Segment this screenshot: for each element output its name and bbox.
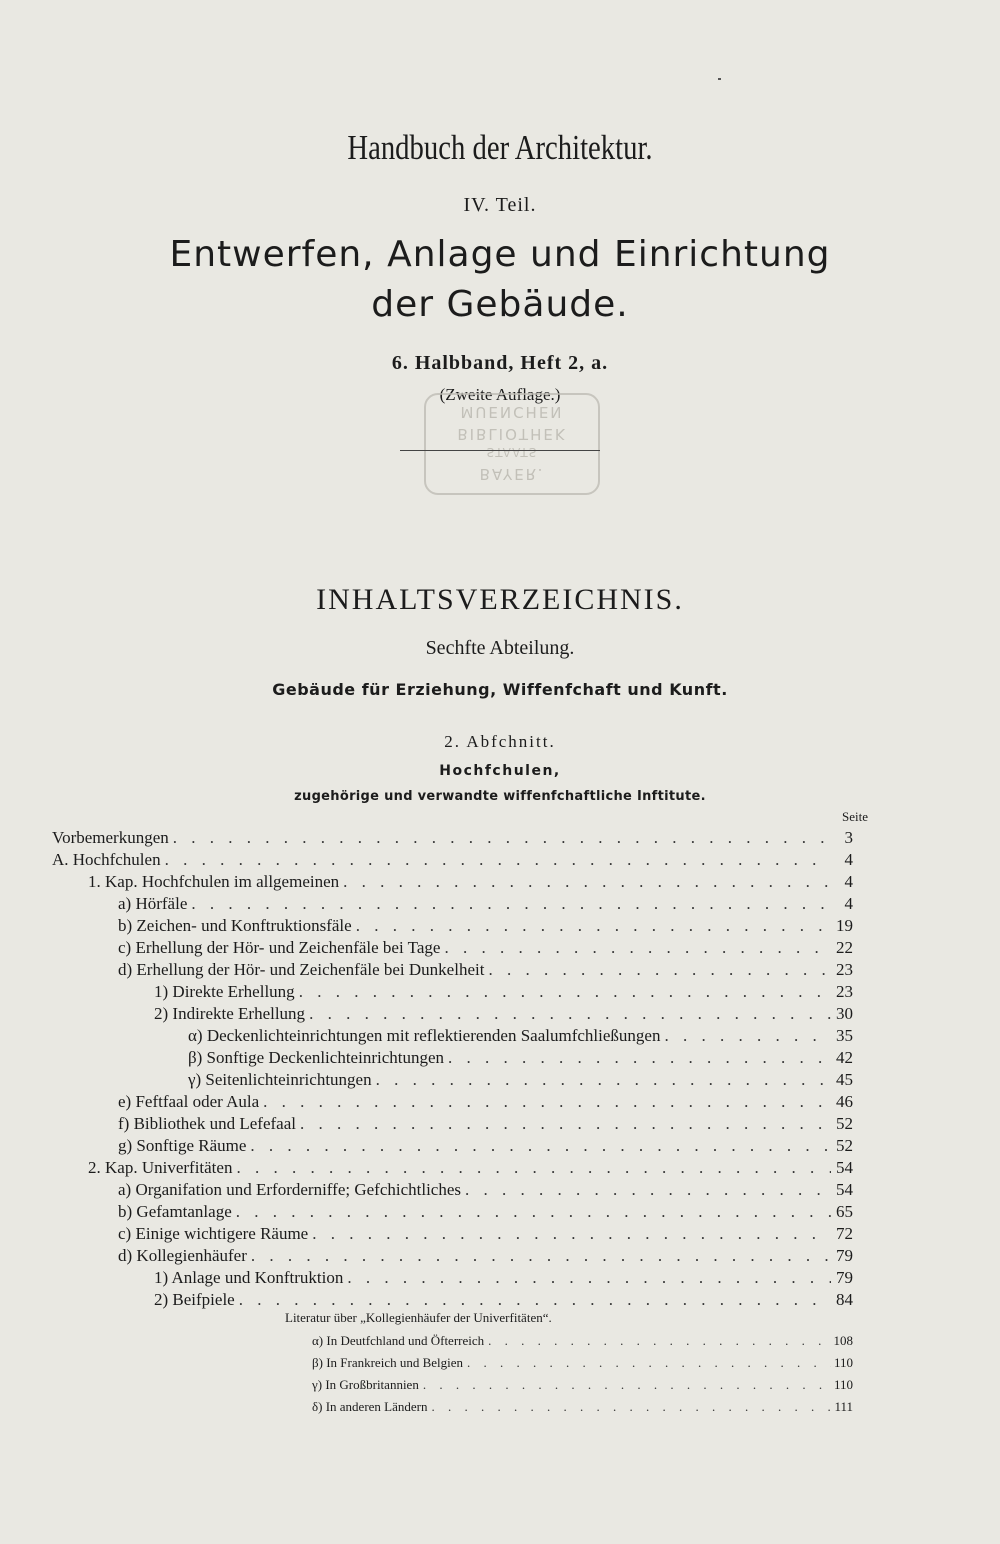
- toc-leader-dots: [440, 938, 831, 958]
- toc-entry-label: β) Sonftige Deckenlichteinrichtungen: [188, 1048, 445, 1067]
- toc-entry: [118, 1136, 853, 1158]
- toc-entry-page: 52: [836, 1136, 853, 1155]
- toc-leader-dots: [343, 1268, 831, 1288]
- toc-entry-page: 52: [836, 1114, 853, 1133]
- toc-entry: [118, 960, 853, 982]
- part-number: IV. Teil.: [463, 194, 537, 216]
- literature-entry-label: α) In Deutfchland und Öfterreich: [312, 1333, 485, 1348]
- toc-leader-dots: [339, 872, 831, 892]
- toc-entry-page: 22: [836, 938, 853, 957]
- toc-entry: [88, 872, 853, 894]
- contents-heading: INHALTSVERZEICHNIS.: [316, 583, 684, 616]
- literature-entry-label: γ) In Großbritannien: [312, 1377, 419, 1392]
- toc-entry-page: 45: [836, 1070, 853, 1089]
- toc-leader-dots: [305, 1004, 831, 1024]
- toc-entry: [118, 1224, 853, 1246]
- toc-entry-label: c) Erhellung der Hör- und Zeichenfäle bei Tage: [118, 938, 441, 957]
- toc-leader-dots: [246, 1136, 831, 1156]
- print-speck: [718, 78, 721, 80]
- literature-entry: [312, 1333, 853, 1351]
- toc-entry: [188, 1048, 853, 1070]
- toc-entry: [52, 828, 853, 850]
- literature-leader-dots: [463, 1355, 831, 1371]
- stamp-line1: BAYER.: [479, 465, 545, 483]
- literature-entry: [312, 1377, 853, 1395]
- toc-entry-page: 35: [836, 1026, 853, 1045]
- volume-title-line1: Entwerfen, Anlage und Einrichtung: [169, 234, 831, 275]
- toc-entry: [188, 1026, 853, 1048]
- toc-entry: [118, 916, 853, 938]
- divider-rule: [400, 450, 600, 451]
- toc-leader-dots: [232, 1202, 831, 1222]
- toc-leader-dots: [161, 850, 831, 870]
- section-subtitle: zugehörige und verwandte wiffenfchaftliche Inftitute.: [294, 789, 706, 804]
- toc-entry-label: d) Kollegienhäufer: [118, 1246, 247, 1265]
- toc-entry-label: α) Deckenlichteinrichtungen mit reflektierenden Saalumfchließungen: [188, 1026, 661, 1045]
- toc-entry-page: 46: [836, 1092, 853, 1111]
- toc-leader-dots: [259, 1092, 831, 1112]
- toc-entry: [118, 1180, 853, 1202]
- toc-entry-page: 54: [836, 1158, 853, 1177]
- toc-entry-label: γ) Seitenlichteinrichtungen: [188, 1070, 372, 1089]
- toc-entry-label: b) Zeichen- und Konftruktionsfäle: [118, 916, 352, 935]
- edition-label: (Zweite Auflage.): [439, 385, 561, 404]
- toc-leader-dots: [187, 894, 831, 914]
- toc-entry-page: 4: [844, 894, 853, 913]
- toc-entry-label: c) Einige wichtigere Räume: [118, 1224, 309, 1243]
- toc-leader-dots: [372, 1070, 831, 1090]
- toc-entry-page: 3: [844, 828, 853, 847]
- stamp-line2: STAATS: [486, 445, 538, 459]
- toc-leader-dots: [352, 916, 831, 936]
- literature-entry: [312, 1399, 853, 1417]
- volume-title-line2: der Gebäude.: [371, 284, 629, 325]
- literature-entry-label: δ) In anderen Ländern: [312, 1399, 428, 1414]
- literature-leader-dots: [419, 1377, 831, 1393]
- toc-entry-label: 2) Indirekte Erhellung: [154, 1004, 306, 1023]
- literature-leader-dots: [427, 1399, 831, 1415]
- page-column-label: Seite: [842, 809, 868, 824]
- toc-entry: [154, 1004, 853, 1026]
- toc-entry-label: e) Feftfaal oder Aula: [118, 1092, 260, 1111]
- toc-leader-dots: [484, 960, 831, 980]
- literature-leader-dots: [484, 1333, 831, 1349]
- toc-entry-page: 30: [836, 1004, 853, 1023]
- toc-entry-page: 23: [836, 960, 853, 979]
- toc-entry-label: 1) Anlage und Konftruktion: [154, 1268, 344, 1287]
- toc-entry-page: 42: [836, 1048, 853, 1067]
- toc-entry-page: 4: [844, 850, 853, 869]
- toc-leader-dots: [444, 1048, 831, 1068]
- toc-entry-label: 1. Kap. Hochfchulen im allgemeinen: [88, 872, 340, 891]
- toc-entry: [118, 1114, 853, 1136]
- toc-entry: [118, 894, 853, 916]
- toc-entry-page: 23: [836, 982, 853, 1001]
- toc-entry-label: 1) Direkte Erhellung: [154, 982, 295, 1001]
- stamp-line3: BIBLIOTHEK: [457, 425, 567, 443]
- toc-leader-dots: [295, 982, 831, 1002]
- literature-entry-page: 110: [833, 1355, 853, 1370]
- literature-entry-label: β) In Frankreich und Belgien: [312, 1355, 464, 1370]
- toc-entry-label: f) Bibliothek und Lefefaal: [118, 1114, 296, 1133]
- toc-entry-page: 79: [836, 1268, 853, 1287]
- toc-entry-label: b) Gefamtanlage: [118, 1202, 232, 1221]
- literature-entry-page: 111: [834, 1399, 853, 1414]
- toc-entry: [118, 1092, 853, 1114]
- literature-entry-page: 110: [833, 1377, 853, 1392]
- toc-entry-label: g) Sonftige Räume: [118, 1136, 247, 1155]
- toc-entry-page: 84: [836, 1290, 853, 1309]
- literature-entry: [312, 1355, 853, 1373]
- toc-entry-page: 65: [836, 1202, 853, 1221]
- toc-entry-page: 79: [836, 1246, 853, 1265]
- toc-entry-page: 54: [836, 1180, 853, 1199]
- toc-entry: [154, 1268, 853, 1290]
- series-title: Handbuch der Architektur.: [347, 128, 653, 167]
- division-title: Gebäude für Erziehung, Wiffenfchaft und Kunft.: [272, 680, 728, 699]
- section-label: 2. Abfchnitt.: [444, 732, 556, 751]
- toc-entry-label: d) Erhellung der Hör- und Zeichenfäle bei Dunkelheit: [118, 960, 485, 979]
- library-stamp: [424, 393, 600, 495]
- toc-leader-dots: [169, 828, 831, 848]
- toc-entry: [118, 938, 853, 960]
- toc-leader-dots: [235, 1290, 831, 1310]
- toc-leader-dots: [247, 1246, 831, 1266]
- toc-entry: [118, 1202, 853, 1224]
- toc-leader-dots: [660, 1026, 831, 1046]
- toc-entry: [154, 1290, 853, 1312]
- toc-entry-page: 72: [836, 1224, 853, 1243]
- toc-entry: [188, 1070, 853, 1092]
- toc-entry-label: A. Hochfchulen: [52, 850, 161, 869]
- half-volume-label: 6. Halbband, Heft 2, a.: [391, 352, 609, 374]
- toc-entry-page: 19: [836, 916, 853, 935]
- toc-entry-page: 4: [844, 872, 853, 891]
- toc-leader-dots: [296, 1114, 831, 1134]
- toc-entry: [88, 1158, 853, 1180]
- toc-entry-label: 2) Beifpiele: [154, 1290, 235, 1309]
- literature-heading: Literatur über „Kollegienhäufer der Univerfitäten“.: [285, 1310, 552, 1325]
- division-label: Sechfte Abteilung.: [425, 637, 575, 659]
- toc-leader-dots: [461, 1180, 831, 1200]
- toc-leader-dots: [232, 1158, 831, 1178]
- toc-entry-label: a) Hörfäle: [118, 894, 188, 913]
- toc-entry-label: a) Organifation und Erforderniffe; Gefchichtliches: [118, 1180, 462, 1199]
- toc-leader-dots: [308, 1224, 831, 1244]
- toc-entry: [118, 1246, 853, 1268]
- section-title: Hochfchulen,: [439, 763, 561, 779]
- toc-entry-label: Vorbemerkungen: [52, 828, 169, 847]
- toc-entry: [52, 850, 853, 872]
- toc-entry: [154, 982, 853, 1004]
- literature-entry-page: 108: [833, 1333, 853, 1348]
- toc-entry-label: 2. Kap. Univerfitäten: [88, 1158, 233, 1177]
- stamp-line4: MUENCHEN: [460, 403, 564, 421]
